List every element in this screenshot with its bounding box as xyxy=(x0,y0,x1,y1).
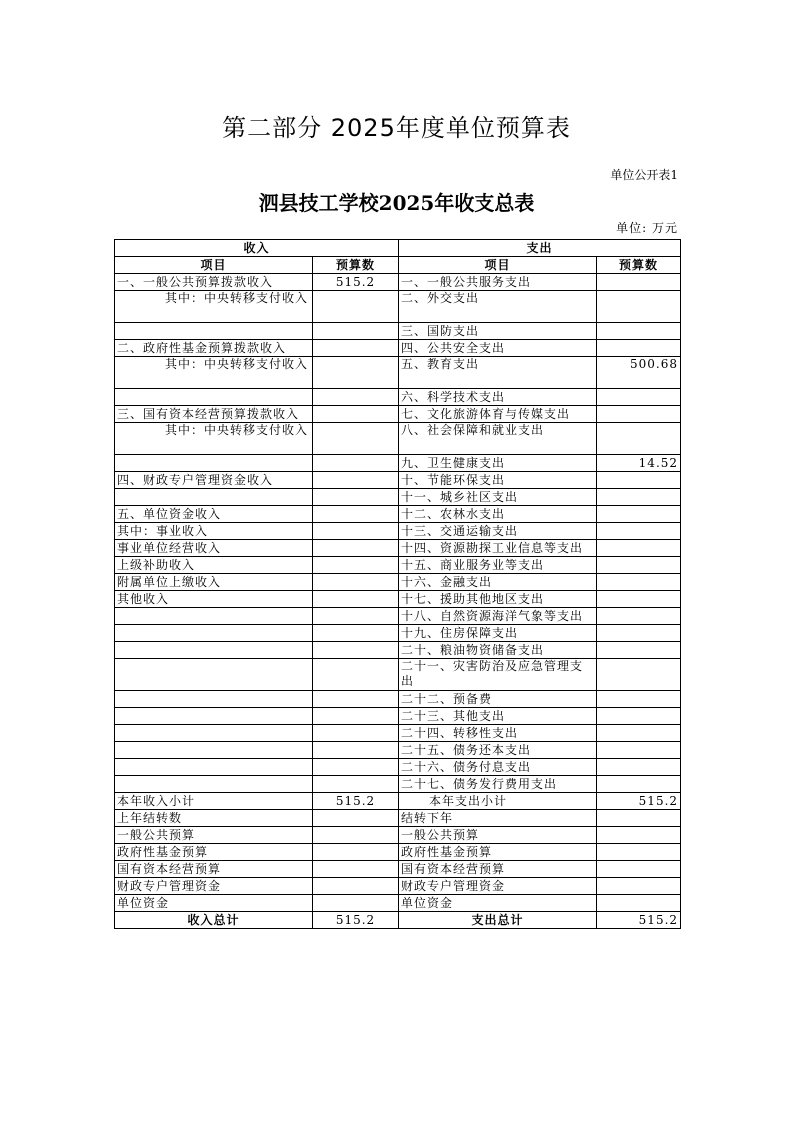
expense-subtotal-value: 515.2 xyxy=(597,793,681,810)
expense-item: 二十四、转移性支出 xyxy=(399,725,597,742)
income-item: 其中：中央转移支付收入 xyxy=(115,291,313,323)
expense-value xyxy=(597,776,681,793)
table-row xyxy=(115,776,681,793)
income-value xyxy=(313,406,399,423)
table-row xyxy=(115,844,681,861)
income-item xyxy=(115,708,313,725)
table-row xyxy=(115,323,681,340)
expense-item: 二十七、债务发行费用支出 xyxy=(399,776,597,793)
income-item xyxy=(115,742,313,759)
table-row xyxy=(115,557,681,574)
expense-value xyxy=(597,340,681,357)
expense-value xyxy=(597,591,681,608)
table-row xyxy=(115,406,681,423)
income-value xyxy=(313,691,399,708)
expense-total-label: 支出总计 xyxy=(399,912,597,929)
income-value xyxy=(313,340,399,357)
income-group-header: 收入 xyxy=(115,240,399,257)
income-value xyxy=(313,844,399,861)
income-item: 一般公共预算 xyxy=(115,827,313,844)
income-value xyxy=(313,776,399,793)
table-row xyxy=(115,827,681,844)
table-row xyxy=(115,340,681,357)
expense-value xyxy=(597,608,681,625)
table-row xyxy=(115,574,681,591)
income-item xyxy=(115,642,313,659)
expense-value xyxy=(597,274,681,291)
expense-value xyxy=(597,810,681,827)
table-row xyxy=(115,878,681,895)
income-item xyxy=(115,725,313,742)
income-value xyxy=(313,389,399,406)
income-value xyxy=(313,557,399,574)
expense-value xyxy=(597,625,681,642)
expense-item: 二十一、灾害防治及应急管理支出 xyxy=(399,659,597,691)
income-value xyxy=(313,323,399,340)
income-value xyxy=(313,759,399,776)
table-row xyxy=(115,725,681,742)
expense-value xyxy=(597,895,681,912)
table-row xyxy=(115,274,681,291)
expense-item: 二十、粮油物资储备支出 xyxy=(399,642,597,659)
expense-value: 14.52 xyxy=(597,455,681,472)
expense-group-header: 支出 xyxy=(399,240,681,257)
income-item: 单位资金 xyxy=(115,895,313,912)
table-row xyxy=(115,523,681,540)
table-row xyxy=(115,708,681,725)
income-item: 政府性基金预算 xyxy=(115,844,313,861)
expense-item: 二十五、债务还本支出 xyxy=(399,742,597,759)
income-item: 其中：中央转移支付收入 xyxy=(115,423,313,455)
income-item-header: 项目 xyxy=(115,257,313,274)
income-item: 国有资本经营预算 xyxy=(115,861,313,878)
table-row xyxy=(115,591,681,608)
expense-value xyxy=(597,506,681,523)
income-item: 其他收入 xyxy=(115,591,313,608)
income-value xyxy=(313,642,399,659)
table-row xyxy=(115,455,681,472)
expense-subtotal-label: 本年支出小计 xyxy=(399,793,597,810)
expense-item: 结转下年 xyxy=(399,810,597,827)
income-item xyxy=(115,691,313,708)
income-value xyxy=(313,455,399,472)
table-row xyxy=(115,659,681,691)
income-value xyxy=(313,423,399,455)
income-value xyxy=(313,472,399,489)
table-row xyxy=(115,291,681,323)
expense-value xyxy=(597,827,681,844)
expense-value xyxy=(597,642,681,659)
income-value xyxy=(313,506,399,523)
income-total-value: 515.2 xyxy=(313,912,399,929)
income-value xyxy=(313,574,399,591)
income-value xyxy=(313,540,399,557)
expense-value xyxy=(597,574,681,591)
income-item xyxy=(115,625,313,642)
expense-value xyxy=(597,708,681,725)
table-title: 泗县技工学校2025年收支总表 xyxy=(258,191,535,215)
table-row xyxy=(115,810,681,827)
expense-item: 四、公共安全支出 xyxy=(399,340,597,357)
expense-item: 十三、交通运输支出 xyxy=(399,523,597,540)
income-item xyxy=(115,776,313,793)
expense-value xyxy=(597,861,681,878)
expense-item: 国有资本经营预算 xyxy=(399,861,597,878)
table-group-header-row xyxy=(115,240,681,257)
expense-value xyxy=(597,691,681,708)
income-item xyxy=(115,323,313,340)
expense-value xyxy=(597,759,681,776)
income-value xyxy=(313,878,399,895)
expense-item: 十八、自然资源海洋气象等支出 xyxy=(399,608,597,625)
expense-item: 十五、商业服务业等支出 xyxy=(399,557,597,574)
expense-item: 三、国防支出 xyxy=(399,323,597,340)
table-row xyxy=(115,506,681,523)
table-number: 单位公开表1 xyxy=(610,168,678,182)
income-subtotal-value: 515.2 xyxy=(313,793,399,810)
expense-item: 十七、援助其他地区支出 xyxy=(399,591,597,608)
income-subtotal-label: 本年收入小计 xyxy=(115,793,313,810)
expense-item: 五、教育支出 xyxy=(399,357,597,389)
income-value xyxy=(313,357,399,389)
total-row xyxy=(115,912,681,929)
income-item xyxy=(115,608,313,625)
income-item: 财政专户管理资金 xyxy=(115,878,313,895)
income-value xyxy=(313,591,399,608)
income-item: 其中：中央转移支付收入 xyxy=(115,357,313,389)
income-value xyxy=(313,625,399,642)
table-row xyxy=(115,472,681,489)
table-row xyxy=(115,742,681,759)
expense-value: 500.68 xyxy=(597,357,681,389)
expense-item: 二、外交支出 xyxy=(399,291,597,323)
expense-value xyxy=(597,725,681,742)
expense-value xyxy=(597,540,681,557)
income-value xyxy=(313,861,399,878)
income-item: 附属单位上缴收入 xyxy=(115,574,313,591)
expense-item: 一、一般公共服务支出 xyxy=(399,274,597,291)
page-title: 第二部分 2025年度单位预算表 xyxy=(222,114,571,142)
expense-value xyxy=(597,291,681,323)
expense-item: 二十二、预备费 xyxy=(399,691,597,708)
expense-item: 单位资金 xyxy=(399,895,597,912)
table-column-header-row xyxy=(115,257,681,274)
table-row xyxy=(115,691,681,708)
table-row xyxy=(115,357,681,389)
income-item xyxy=(115,389,313,406)
expense-value xyxy=(597,323,681,340)
expense-total-value: 515.2 xyxy=(597,912,681,929)
income-item: 一、一般公共预算拨款收入 xyxy=(115,274,313,291)
income-item: 上年结转数 xyxy=(115,810,313,827)
expense-item: 二十三、其他支出 xyxy=(399,708,597,725)
expense-item: 六、科学技术支出 xyxy=(399,389,597,406)
expense-item: 九、卫生健康支出 xyxy=(399,455,597,472)
income-item xyxy=(115,759,313,776)
income-item: 四、财政专户管理资金收入 xyxy=(115,472,313,489)
expense-item: 财政专户管理资金 xyxy=(399,878,597,895)
budget-summary-table xyxy=(114,239,681,929)
table-row xyxy=(115,489,681,506)
income-value xyxy=(313,291,399,323)
income-item: 事业单位经营收入 xyxy=(115,540,313,557)
expense-value xyxy=(597,878,681,895)
expense-item: 一般公共预算 xyxy=(399,827,597,844)
income-budget-header: 预算数 xyxy=(313,257,399,274)
expense-value xyxy=(597,389,681,406)
expense-item: 十四、资源勘探工业信息等支出 xyxy=(399,540,597,557)
expense-item: 政府性基金预算 xyxy=(399,844,597,861)
income-value: 515.2 xyxy=(313,274,399,291)
income-value xyxy=(313,489,399,506)
expense-value xyxy=(597,523,681,540)
income-item: 其中：事业收入 xyxy=(115,523,313,540)
income-value xyxy=(313,659,399,691)
expense-item: 十六、金融支出 xyxy=(399,574,597,591)
expense-item: 七、文化旅游体育与传媒支出 xyxy=(399,406,597,423)
expense-value xyxy=(597,742,681,759)
expense-item: 二十六、债务付息支出 xyxy=(399,759,597,776)
table-row xyxy=(115,389,681,406)
table-row xyxy=(115,540,681,557)
expense-item: 十一、城乡社区支出 xyxy=(399,489,597,506)
unit-label: 单位: 万元 xyxy=(616,221,678,235)
expense-value xyxy=(597,489,681,506)
table-row xyxy=(115,861,681,878)
expense-item: 八、社会保障和就业支出 xyxy=(399,423,597,455)
income-item: 五、单位资金收入 xyxy=(115,506,313,523)
expense-value xyxy=(597,472,681,489)
income-value xyxy=(313,725,399,742)
income-value xyxy=(313,810,399,827)
expense-value xyxy=(597,406,681,423)
table-row xyxy=(115,895,681,912)
expense-value xyxy=(597,659,681,691)
income-item xyxy=(115,489,313,506)
expense-item-header: 项目 xyxy=(399,257,597,274)
income-value xyxy=(313,523,399,540)
expense-value xyxy=(597,557,681,574)
income-item xyxy=(115,659,313,691)
table-row xyxy=(115,608,681,625)
income-total-label: 收入总计 xyxy=(115,912,313,929)
income-value xyxy=(313,742,399,759)
income-item xyxy=(115,455,313,472)
table-row xyxy=(115,642,681,659)
income-value xyxy=(313,608,399,625)
income-item: 三、国有资本经营预算拨款收入 xyxy=(115,406,313,423)
table-row xyxy=(115,625,681,642)
income-value xyxy=(313,827,399,844)
expense-budget-header: 预算数 xyxy=(597,257,681,274)
subtotal-row xyxy=(115,793,681,810)
income-item: 上级补助收入 xyxy=(115,557,313,574)
table-row xyxy=(115,423,681,455)
income-item: 二、政府性基金预算拨款收入 xyxy=(115,340,313,357)
expense-value xyxy=(597,844,681,861)
income-value xyxy=(313,708,399,725)
income-value xyxy=(313,895,399,912)
expense-item: 十二、农林水支出 xyxy=(399,506,597,523)
expense-value xyxy=(597,423,681,455)
expense-item: 十九、住房保障支出 xyxy=(399,625,597,642)
table-row xyxy=(115,759,681,776)
expense-item: 十、节能环保支出 xyxy=(399,472,597,489)
